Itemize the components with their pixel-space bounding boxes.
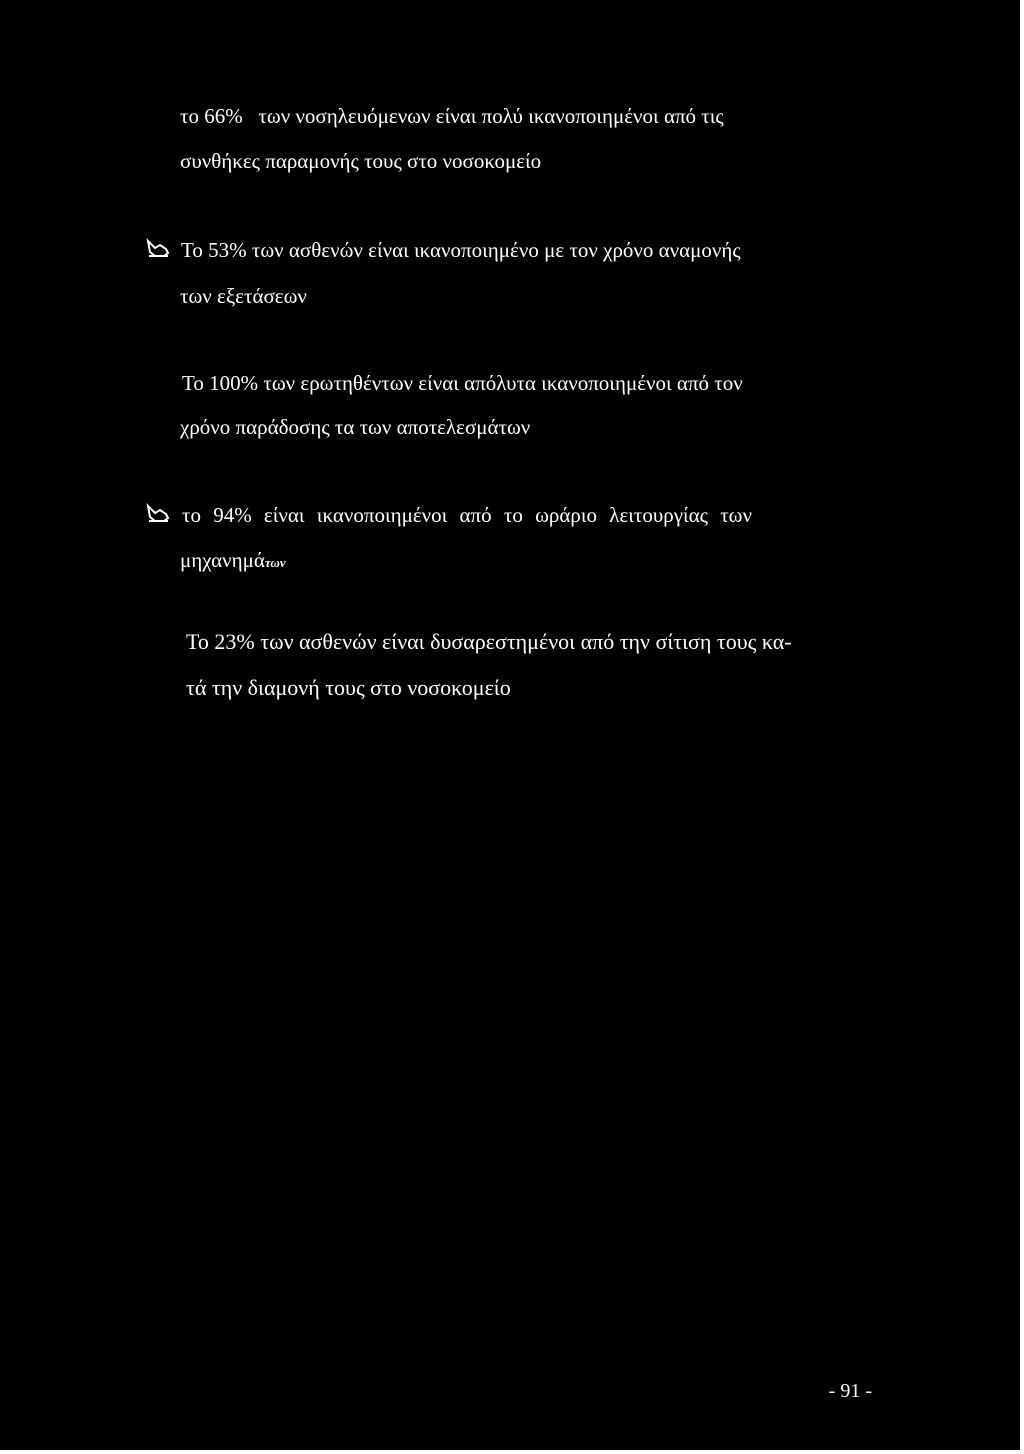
hand-pointer-icon: [146, 236, 170, 265]
paragraph-1-line-2: συνθήκες παραμονής τους στο νοσοκομείο: [180, 149, 542, 173]
hand-pointer-glyph: [146, 236, 170, 258]
p4-line2-suffix: των: [264, 555, 286, 570]
paragraph-1-line-1: [180, 102, 842, 130]
paragraph-3-line-2: χρόνο παράδοσης τα των αποτελεσμάτων: [180, 415, 531, 439]
paragraph-5-line-2: τά την διαμονή τους στο νοσοκομείο: [186, 675, 511, 700]
p4-line2-main: μηχανημά: [180, 548, 265, 572]
hand-pointer-icon: [146, 501, 170, 530]
paragraph-4-line-2: [180, 546, 286, 577]
paragraph-2-line-1: Το 53% των ασθενών είναι ικανοποιημένο με τον χρόνο αναμονής: [181, 238, 741, 262]
p1-line1-text: το 66% των νοσηλευόμενων είναι πολύ ικανοποιημένοι από τις: [180, 104, 724, 128]
paragraph-5-line-1: Το 23% των ασθενών είναι δυσαρεστημένοι από την σίτιση τους κα-: [186, 629, 792, 654]
hand-pointer-glyph: [146, 501, 170, 523]
page-number: - 91 -: [828, 1380, 872, 1402]
paragraph-2-line-2: των εξετάσεων: [180, 284, 307, 308]
paragraph-4-line-1: το 94% είναι ικανοποιημένοι από το ωράριο λειτουργίας των: [182, 503, 752, 527]
paragraph-3-line-1: Το 100% των ερωτηθέντων είναι απόλυτα ικανοποιημένοι από τον: [182, 371, 743, 395]
